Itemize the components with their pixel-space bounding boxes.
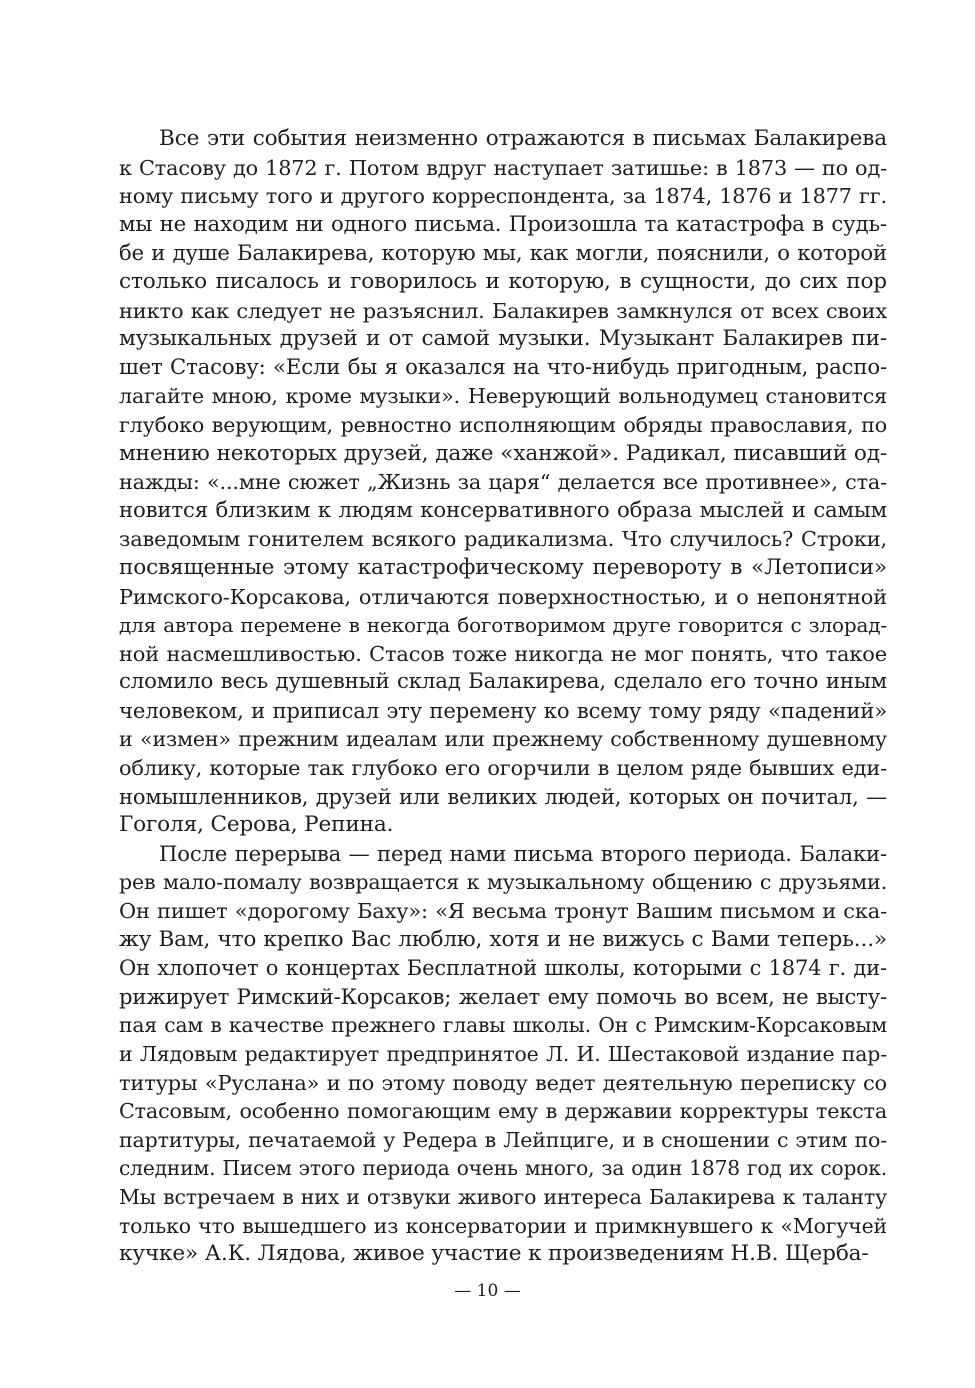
text-line: глубоко верующим, ревностно исполняющим обряды православия, по [119, 412, 887, 437]
paragraph [119, 840, 887, 1269]
text-line: посвященные этому катастрофическому перевороту в «Летописи» [119, 554, 887, 580]
text-line: Все эти события неизменно отражаются в письмах Балакирева [159, 126, 887, 151]
text-line: кучке» А.К. Лядова, живое участие к произведениям Н.В. Щерба- [119, 1241, 869, 1267]
text-line: После перерыва — перед нами письма второго периода. Балаки- [159, 840, 887, 866]
text-line: для автора перемене в некогда боготворимом друге говорится с злорад- [119, 613, 887, 638]
text-line: столько писалось и говорилось и которую, в сущности, до сих пор [119, 268, 887, 294]
text-line: Он пишет «дорогому Баху»: «Я весьма тронут Вашим письмом и ска- [119, 899, 887, 924]
text-line: ной насмешливостью. Стасов тоже никогда не мог понять, что такое [119, 641, 887, 666]
text-line: к Стасову до 1872 г. Потом вдруг наступает затишье: в 1873 — по од- [119, 155, 887, 180]
text-line: рижирует Римский-Корсаков; желает ему помочь во всем, не высту- [119, 983, 887, 1009]
text-line: следним. Писем этого периода очень много, за один 1878 год их сорок. [119, 1156, 887, 1181]
text-line: номышленников, друзей или великих людей, которых он почитал, — [119, 783, 887, 809]
text-line: партитуры, печатаемой у Редера в Лейпциге, и в сношении с этим по- [119, 1127, 887, 1152]
text-line: ному письму того и другого корреспондента, за 1874, 1876 и 1877 гг. [119, 184, 887, 209]
text-line: Гоголя, Серова, Репина. [119, 812, 394, 838]
text-line: новится близким к людям консервативного образа мыслей и самым [119, 497, 887, 523]
text-line: пая сам в качестве прежнего главы школы. Он с Римским-Корсаковым [119, 1013, 887, 1038]
text-line: только что вышедшего из консерватории и примкнувшего к «Могучей [119, 1213, 887, 1238]
text-line: титуры «Руслана» и по этому поводу ведет деятельную переписку со [119, 1070, 887, 1095]
text-line: бе и душе Балакирева, которую мы, как могли, пояснили, о которой [119, 240, 887, 266]
text-line: заведомым гонителем всякого радикализма. Что случилось? Строки, [119, 527, 887, 552]
text-column [119, 125, 887, 1269]
text-line: музыкальных друзей и от самой музыки. Музыкант Балакирев пи- [119, 326, 887, 352]
text-line: лагайте мною, кроме музыки». Неверующий вольнодумец становится [119, 384, 887, 409]
text-line: облику, которые так глубоко его огорчили в целом ряде бывших еди- [119, 756, 887, 781]
text-line: и Лядовым редактирует предпринятое Л. И. Шестаковой издание пар- [119, 1042, 887, 1066]
text-line: никто как следует не разъяснил. Балакирев замкнулся от всех своих [119, 298, 887, 323]
text-line: человеком, и приписал эту перемену ко всему тому ряду «падений» [119, 697, 887, 723]
page-body [119, 125, 887, 1269]
text-line: шет Стасову: «Если бы я оказался на что-нибудь пригодным, распо- [119, 354, 887, 380]
text-line: нажды: «...мне сюжет „Жизнь за царя“ делается все противнее», ста- [119, 470, 887, 495]
text-line: рев мало-помалу возвращается к музыкальному общению с друзьями. [119, 870, 887, 895]
text-line: жу Вам, что крепко Вас люблю, хотя и не вижусь с Вами теперь...» [119, 926, 887, 952]
text-line: сломило весь душевный склад Балакирева, сделало его точно иным [119, 669, 887, 695]
text-line: Он хлопочет о концертах Бесплатной школы, которыми с 1874 г. ди- [119, 955, 887, 981]
text-line: Римского-Корсакова, отличаются поверхностностью, и о непонятной [119, 584, 887, 609]
paragraph [119, 125, 887, 840]
text-line: и «измен» прежним идеалам или прежнему собственному душевному [119, 727, 887, 752]
page-number: — 10 — [454, 1281, 521, 1301]
text-line: Мы встречаем в них и отзвуки живого интереса Балакирева к таланту [119, 1184, 887, 1209]
text-line: мнению некоторых друзей, даже «ханжой». Радикал, писавший од- [119, 440, 887, 466]
text-line: мы не находим ни одного письма. Произошла та катастрофа в судь- [119, 211, 887, 237]
text-line: Стасовым, особенно помогающим ему в державии корректуры текста [119, 1099, 887, 1124]
